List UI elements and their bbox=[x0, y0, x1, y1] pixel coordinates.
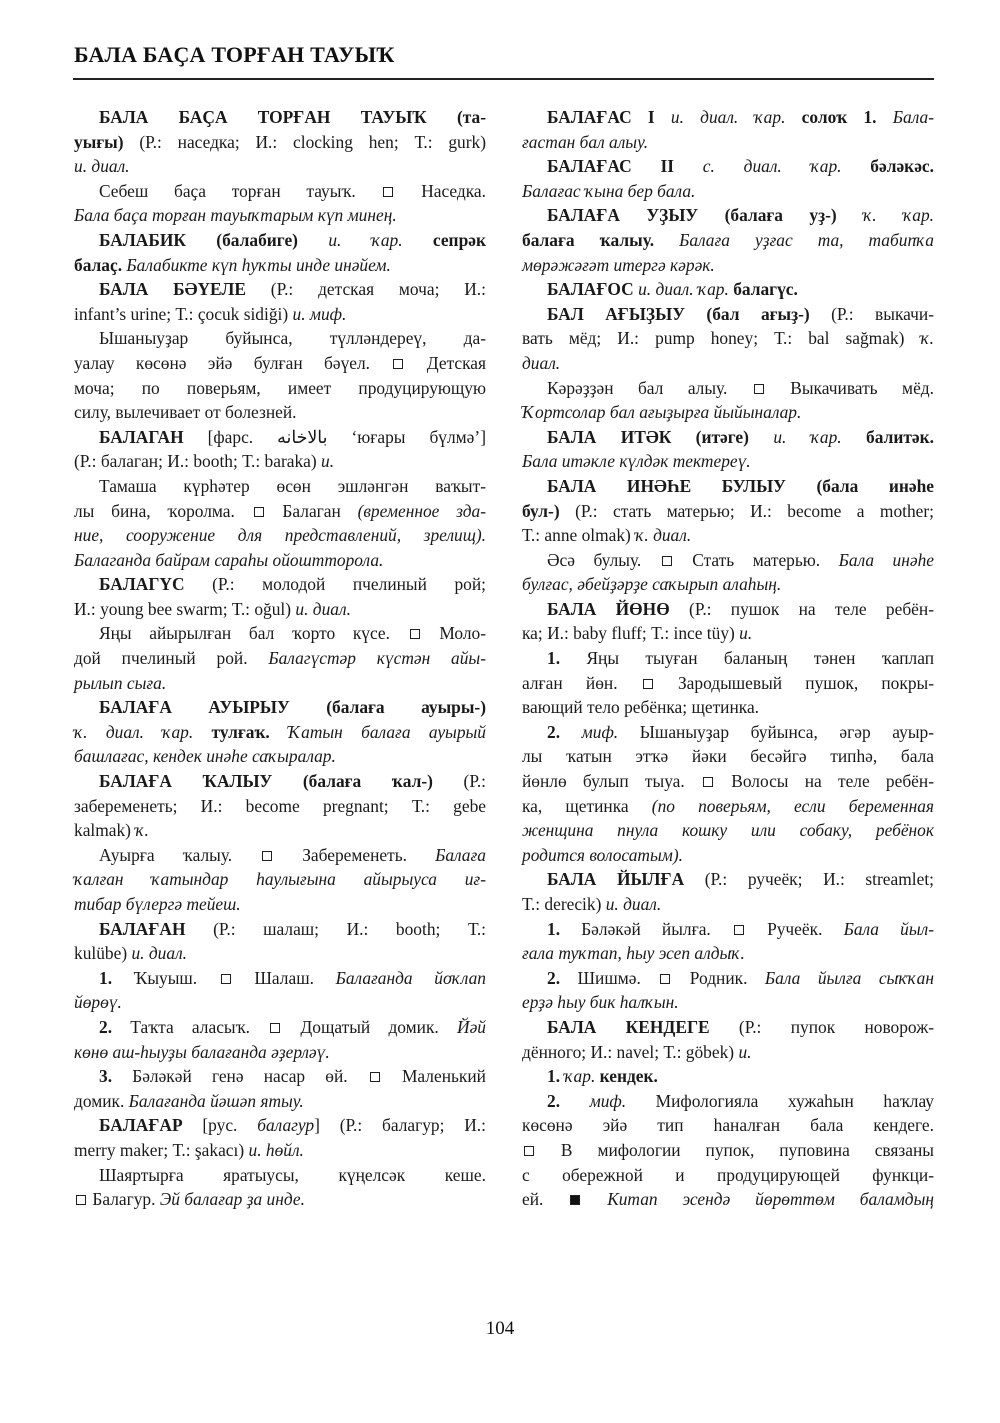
body-text: лы бина, ҡоролма. bbox=[74, 500, 252, 521]
italic-text: и. миф. bbox=[292, 303, 347, 324]
body-text: kulübe) bbox=[74, 943, 132, 964]
headword-text: БАЛА КЕНДЕГЕ bbox=[547, 1016, 739, 1037]
italic-text: рылып сыға. bbox=[74, 672, 167, 693]
body-text: Яңы тыуған баланың тәнен ҡаплап bbox=[586, 648, 934, 669]
text-line bbox=[522, 203, 934, 228]
text-line bbox=[522, 277, 934, 302]
text-line bbox=[74, 1040, 486, 1065]
body-text: (Р.: стать матерью; И.: become a mother; bbox=[575, 500, 935, 521]
body-text: Маленький bbox=[381, 1066, 486, 1087]
text-line bbox=[522, 769, 934, 794]
headword-text: кендек. bbox=[599, 1066, 658, 1087]
body-text: ка, щетинка bbox=[522, 795, 652, 816]
white-square-icon bbox=[524, 1146, 534, 1156]
text-line bbox=[74, 400, 486, 425]
text-line bbox=[522, 695, 934, 720]
text-line bbox=[74, 449, 486, 474]
headword-text: БАЛАҒА УҘЫУ (балаға уҙ-) bbox=[547, 205, 864, 226]
text-line bbox=[74, 277, 486, 302]
body-text: Выкачивать мёд. bbox=[765, 377, 934, 398]
text-line bbox=[522, 572, 934, 597]
body-text: Шалаш. bbox=[232, 967, 336, 988]
headword-text: 3. bbox=[99, 1066, 133, 1087]
body-text: домик. bbox=[74, 1090, 129, 1111]
body-text: Кәрәҙҙән бал алыу. bbox=[547, 377, 752, 398]
text-line bbox=[74, 892, 486, 917]
text-line bbox=[522, 474, 934, 499]
italic-text: ғала туҡтап, һыу эсеп алдыҡ. bbox=[522, 943, 745, 964]
italic-text: Бала- bbox=[892, 107, 935, 127]
text-line bbox=[522, 499, 934, 524]
italic-text: и. диал. bbox=[295, 598, 351, 619]
text-line bbox=[522, 1064, 934, 1089]
italic-text: и. bbox=[321, 451, 335, 472]
italic-text: Балағас ҡына бер бала. bbox=[522, 180, 696, 201]
headword-text: 1. bbox=[99, 967, 134, 988]
running-head: БАЛА БАҪА ТОРҒАН ТАУЫҠ bbox=[74, 42, 395, 67]
italic-text: Бала баҫа торған тауыҡтарым күп минең. bbox=[74, 205, 397, 226]
text-line bbox=[522, 425, 934, 450]
italic-text: башлағас, кендек инәһе саҡыралар. bbox=[74, 746, 336, 767]
headword-text: БАЛА БӘҮЕЛЕ bbox=[99, 279, 271, 300]
text-line bbox=[74, 499, 486, 524]
italic-text: и. bbox=[738, 1041, 752, 1062]
text-line bbox=[522, 597, 934, 622]
text-line bbox=[74, 621, 486, 646]
body-text: Себеш баҫа торған тауыҡ. bbox=[99, 180, 382, 201]
headword-text: БАЛАГҮС bbox=[99, 574, 213, 595]
body-text: (Р.: балаган; И.: booth; Т.: baraka) bbox=[74, 451, 322, 472]
text-line bbox=[74, 179, 486, 204]
body-text: с обережной и продуцирующей функци- bbox=[522, 1164, 934, 1185]
headword-text: БАЛАҒА АУЫРЫУ (балаға ауыры-) bbox=[99, 697, 486, 718]
body-text: Ҡыуыш. bbox=[133, 967, 219, 988]
headword-text: БАЛАҒАС I bbox=[547, 107, 671, 127]
headword-text: бәләкәс. bbox=[870, 156, 934, 177]
italic-text: Ҡатын балаға ауырый bbox=[288, 721, 486, 742]
body-text: kalmak) bbox=[74, 820, 136, 841]
text-line bbox=[74, 720, 486, 745]
italic-text: родится волосатым). bbox=[522, 844, 683, 865]
body-text: дённого; И.: navel; Т.: göbek) bbox=[522, 1041, 739, 1062]
italic-text: Китап эсендә йөрөттөм баламдың bbox=[607, 1189, 934, 1210]
text-line bbox=[74, 376, 486, 401]
headword-text: балагүс. bbox=[733, 279, 798, 300]
italic-text: и. диал. bbox=[605, 894, 662, 914]
body-text: Ручеёк. bbox=[745, 918, 844, 939]
text-line bbox=[74, 744, 486, 769]
body-text: алған йөн. bbox=[522, 672, 641, 693]
text-line bbox=[522, 990, 934, 1015]
body-text: Балагур. bbox=[88, 1189, 160, 1210]
text-line bbox=[74, 154, 486, 179]
italic-text: ҡар. bbox=[564, 1066, 600, 1087]
italic-text: Йәй bbox=[457, 1016, 486, 1037]
italic-text: и. диал. bbox=[74, 156, 130, 177]
body-text: Зародышевый пушок, покры- bbox=[654, 672, 934, 693]
text-line bbox=[522, 523, 934, 548]
body-text: Шишмә. bbox=[577, 967, 659, 988]
body-text: Детская bbox=[405, 352, 486, 373]
body-text: вающий тело ребёнка; щетинка. bbox=[522, 697, 760, 718]
headword-text: 2. bbox=[547, 721, 582, 742]
text-line bbox=[74, 548, 486, 573]
body-text: Шаяртырға яратыусы, күңелсәк кеше. bbox=[99, 1164, 486, 1185]
headword-text: уығы) bbox=[74, 131, 140, 152]
italic-text: женщина пнула кошку или собаку, ребёнок bbox=[522, 820, 934, 841]
body-text: [рус. bbox=[202, 1115, 258, 1136]
text-line bbox=[522, 621, 934, 646]
headword-text: БАЛ АҒЫҘЫУ (бал ағыҙ-) bbox=[547, 303, 832, 324]
headword-text: БАЛА ИНӘҺЕ БУЛЫУ (бала инәһе bbox=[547, 475, 934, 496]
italic-text: и. ҡар. bbox=[773, 426, 867, 447]
body-text: ] (Р.: балагур; И.: bbox=[314, 1115, 486, 1136]
text-line bbox=[522, 326, 934, 351]
text-line bbox=[522, 720, 934, 745]
headword-text: БАЛАҒОС bbox=[547, 279, 639, 300]
text-line bbox=[74, 203, 486, 228]
headword-text: БАЛАБИК (балабиге) bbox=[99, 229, 329, 250]
white-square-icon bbox=[383, 187, 393, 197]
italic-text: Балағанда йоҡлап bbox=[335, 967, 486, 988]
text-line bbox=[74, 671, 486, 696]
headword-text: БАЛАГАН bbox=[99, 426, 208, 447]
white-square-icon bbox=[270, 1023, 280, 1033]
text-line bbox=[522, 1015, 934, 1040]
italic-text: Бала йылға сыҡҡан bbox=[764, 967, 934, 988]
white-square-icon bbox=[660, 974, 670, 984]
left-column bbox=[74, 105, 486, 1212]
italic-text: (временное зда- bbox=[357, 500, 487, 521]
body-text: Таҡта аласыҡ. bbox=[130, 1016, 269, 1037]
white-square-icon bbox=[734, 925, 744, 935]
headword-text: 2. bbox=[547, 1090, 590, 1111]
text-line bbox=[522, 744, 934, 769]
body-text: И.: young bee swarm; Т.: oğul) bbox=[74, 598, 296, 619]
headword-text: балитәк. bbox=[866, 426, 934, 447]
text-line bbox=[522, 1138, 934, 1163]
text-line bbox=[74, 253, 486, 278]
italic-text: и. диал. ҡар. bbox=[670, 107, 802, 127]
headword-text: БАЛА ИТӘК (итәге) bbox=[547, 426, 774, 447]
italic-text: и. ҡар. bbox=[328, 229, 433, 250]
body-text: В мифологии пупок, пуповина связаны bbox=[536, 1139, 934, 1160]
text-line bbox=[74, 1163, 486, 1188]
text-line bbox=[522, 1163, 934, 1188]
text-line bbox=[74, 990, 486, 1015]
text-line bbox=[74, 425, 486, 450]
text-line bbox=[522, 376, 934, 401]
text-line bbox=[74, 695, 486, 720]
text-line bbox=[74, 130, 486, 155]
text-line bbox=[74, 843, 486, 868]
text-line bbox=[522, 1089, 934, 1114]
italic-text: Ҡортсолар бал ағыҙырға йыйыналар. bbox=[522, 402, 802, 423]
body-text: (Р.: пушок на теле ребён- bbox=[689, 598, 934, 619]
italic-text: и. диал. bbox=[131, 943, 187, 964]
text-line bbox=[74, 1138, 486, 1163]
white-square-icon bbox=[643, 679, 653, 689]
white-square-icon bbox=[754, 384, 764, 394]
headword-text: БАЛА БАҪА ТОРҒАН ТАУЫҠ (та- bbox=[99, 107, 486, 127]
text-line bbox=[522, 228, 934, 253]
text-line bbox=[522, 449, 934, 474]
italic-text: Балағанда йәшәп ятыу. bbox=[128, 1090, 304, 1111]
black-square-icon bbox=[570, 1195, 580, 1205]
text-line bbox=[74, 597, 486, 622]
text-line bbox=[74, 769, 486, 794]
header-rule bbox=[73, 78, 934, 80]
body-text: Родник. bbox=[672, 967, 765, 988]
text-line bbox=[74, 1015, 486, 1040]
headword-text: 1. bbox=[547, 1066, 565, 1087]
italic-text: балагур bbox=[257, 1115, 315, 1136]
body-text: Ауырға ҡалыу. bbox=[99, 844, 261, 865]
text-line bbox=[74, 572, 486, 597]
body-text: (Р.: пупок новорож- bbox=[738, 1016, 934, 1037]
body-text: infant’s urine; Т.: çocuk sidiği) bbox=[74, 303, 293, 324]
headword-text: 1. bbox=[547, 918, 582, 939]
body-text: Әсә булыу. bbox=[547, 549, 660, 570]
text-line bbox=[522, 794, 934, 819]
italic-text: Балабикте күп һуҡты инде инәйем. bbox=[126, 254, 391, 275]
white-square-icon bbox=[410, 629, 420, 639]
body-text bbox=[582, 1189, 607, 1209]
body-text: Ышаныуҙар буйынса, әгәр ауыр- bbox=[639, 721, 934, 742]
text-line bbox=[522, 302, 934, 327]
italic-text: и. һөйл. bbox=[248, 1139, 304, 1160]
body-text: ка; И.: baby fluff; Т.: ince tüy) bbox=[522, 623, 740, 644]
body-text: Дощатый домик. bbox=[282, 1016, 458, 1037]
italic-text: миф. bbox=[589, 1090, 656, 1111]
italic-text: Балаға bbox=[435, 844, 486, 865]
headword-text: БАЛАҒАС II bbox=[547, 156, 703, 177]
body-text: моча; по поверьям, имеет продуцирующую bbox=[74, 377, 486, 398]
text-line bbox=[74, 794, 486, 819]
text-line bbox=[74, 351, 486, 376]
body-text: (Р.: выкачи- bbox=[831, 303, 935, 324]
text-line bbox=[74, 1089, 486, 1114]
text-line bbox=[522, 646, 934, 671]
italic-text: мөрәжәғәт итергә кәрәк. bbox=[522, 254, 715, 275]
text-line bbox=[74, 1187, 486, 1212]
text-line bbox=[74, 523, 486, 548]
italic-text: йөрөү. bbox=[74, 992, 122, 1013]
body-text: (Р.: наседка; И.: clocking hen; Т.: gurk) bbox=[139, 131, 487, 152]
text-line bbox=[522, 253, 934, 278]
body-text: Яңы айырылған бал ҡорто күсе. bbox=[99, 623, 408, 644]
text-line bbox=[74, 917, 486, 942]
text-line bbox=[522, 1040, 934, 1065]
body-text: (Р.: молодой пчелиный рой; bbox=[212, 574, 487, 595]
text-line bbox=[522, 941, 934, 966]
italic-text: миф. bbox=[581, 721, 640, 742]
body-text: (Р.: bbox=[463, 771, 486, 792]
body-text: ей. bbox=[522, 1189, 569, 1210]
white-square-icon bbox=[662, 556, 672, 566]
body-text: Бәләкәй генә насар өй. bbox=[132, 1066, 368, 1087]
right-column bbox=[522, 105, 934, 1212]
italic-text: ерҙә һыу бик һалҡын. bbox=[522, 992, 679, 1013]
body-text: Ышаныуҙар буйынса, түлләндереү, да- bbox=[99, 328, 486, 349]
body-text: йөнлө булып тыуа. bbox=[522, 771, 701, 792]
body-text: Моло- bbox=[421, 623, 486, 644]
text-line bbox=[522, 1113, 934, 1138]
text-line bbox=[74, 941, 486, 966]
headword-text: 2. bbox=[99, 1016, 131, 1037]
text-line bbox=[522, 400, 934, 425]
italic-text: ҡ. ҡар. bbox=[863, 205, 934, 226]
italic-text: Балаганда байрам сараһы ойоштторола. bbox=[74, 549, 384, 570]
text-line bbox=[522, 105, 934, 130]
italic-text: ғастан бал алыу. bbox=[522, 131, 649, 152]
text-line bbox=[74, 1064, 486, 1089]
text-line bbox=[522, 351, 934, 376]
text-line bbox=[74, 646, 486, 671]
italic-text: ҡ. диал. bbox=[635, 525, 692, 546]
body-text: merry maker; Т.: şakacı) bbox=[74, 1139, 249, 1160]
text-line bbox=[74, 302, 486, 327]
text-line bbox=[522, 179, 934, 204]
text-line bbox=[522, 917, 934, 942]
body-text: дой пчелиный рой. bbox=[74, 648, 269, 669]
body-text: Волосы на теле ребён- bbox=[714, 771, 934, 792]
text-line bbox=[74, 326, 486, 351]
body-text: вать мёд; И.: pump honey; Т.: bal sağmak) bbox=[522, 328, 921, 349]
white-square-icon bbox=[254, 507, 264, 517]
headword-text: БАЛА ЙӨНӨ bbox=[547, 598, 690, 619]
text-line bbox=[522, 548, 934, 573]
body-text: силу, вылечивает от болезней. bbox=[74, 402, 297, 423]
text-line bbox=[522, 966, 934, 991]
body-text: көсөнә эйә тип һаналған бала кендеге. bbox=[522, 1115, 934, 1136]
text-line bbox=[522, 1187, 934, 1212]
body-text: Балаган bbox=[265, 500, 358, 521]
text-line bbox=[74, 966, 486, 991]
text-line bbox=[74, 1113, 486, 1138]
italic-text: ҡалған ҡатындар һаулығына айырыуса иғ- bbox=[74, 869, 486, 890]
body-text: Забеременеть. bbox=[274, 844, 436, 865]
headword-text: БАЛА ЙЫЛҒА bbox=[547, 869, 705, 890]
text-line bbox=[522, 671, 934, 696]
body-text: (Р.: ручеёк; И.: streamlet; bbox=[704, 869, 934, 890]
italic-text: ҡ. диал. ҡар. bbox=[74, 721, 212, 742]
body-text: лы ҡатын этҡә йәки бесәйгә типһә, бала bbox=[522, 746, 934, 767]
text-line bbox=[74, 818, 486, 843]
headword-text: бул-) bbox=[522, 500, 576, 521]
italic-text: Бала йыл- bbox=[843, 918, 934, 939]
italic-text: и. bbox=[739, 623, 753, 644]
text-line bbox=[74, 474, 486, 499]
italic-text: Эй балағар ҙа инде. bbox=[159, 1189, 305, 1210]
headword-text: 1. bbox=[547, 648, 587, 669]
white-square-icon bbox=[393, 359, 403, 369]
body-text: забеременеть; И.: become pregnant; Т.: gebe bbox=[74, 795, 486, 816]
text-line bbox=[522, 892, 934, 917]
italic-text: көнө аш-һыуҙы балағанда әҙерләү. bbox=[74, 1041, 330, 1062]
body-text: Т.: derecik) bbox=[522, 894, 606, 914]
white-square-icon bbox=[370, 1072, 380, 1082]
white-square-icon bbox=[703, 777, 713, 787]
headword-text: тулғаҡ. bbox=[211, 721, 289, 742]
headword-text: балаға ҡалыу. bbox=[522, 229, 680, 250]
headword-text: балаҫ. bbox=[74, 254, 127, 275]
italic-text: Балагүстәр күстән айы- bbox=[268, 648, 486, 669]
text-line bbox=[522, 130, 934, 155]
body-text: Тамаша күрһәтер өсөн эшләнгән ваҡыт- bbox=[99, 475, 486, 496]
white-square-icon bbox=[221, 974, 231, 984]
italic-text: ние, сооружение для представлений, зрелищ). bbox=[74, 525, 486, 546]
body-text: Мифологияла хужаһын һаҡлау bbox=[655, 1090, 934, 1111]
headword-text: БАЛАҒАН bbox=[99, 918, 214, 939]
italic-text: Бала инәһе bbox=[838, 549, 935, 570]
headword-text: 2. bbox=[547, 967, 578, 988]
headword-text: БАЛАҒА ҠАЛЫУ (балаға ҡал-) bbox=[99, 771, 464, 792]
text-line bbox=[522, 867, 934, 892]
text-line bbox=[74, 105, 486, 130]
italic-text: с. диал. ҡар. bbox=[702, 156, 871, 177]
italic-text: Балаға уҙғас та, табипҡа bbox=[679, 229, 935, 250]
text-line bbox=[522, 154, 934, 179]
page-number: 104 bbox=[485, 1318, 515, 1339]
headword-text: сепрәк bbox=[432, 229, 486, 250]
italic-text: тибар бүлергә тейеш. bbox=[74, 894, 241, 914]
white-square-icon bbox=[262, 851, 272, 861]
italic-text: Бала итәкле күлдәк тектереү. bbox=[522, 451, 751, 472]
body-text: Стать матерью. bbox=[673, 549, 839, 570]
body-text: уалау көсөнә эйә булған бәүел. bbox=[74, 352, 392, 373]
text-line bbox=[74, 228, 486, 253]
body-text: (Р.: шалаш; И.: booth; Т.: bbox=[213, 918, 486, 939]
headword-text: солоҡ 1. bbox=[801, 107, 893, 127]
italic-text: диал. bbox=[522, 352, 561, 373]
headword-text: БАЛАҒАР bbox=[99, 1115, 203, 1136]
body-text: Т.: anne olmak) bbox=[522, 525, 636, 546]
italic-text: ҡ. bbox=[135, 820, 149, 841]
white-square-icon bbox=[76, 1195, 86, 1205]
text-line bbox=[522, 818, 934, 843]
italic-text: (по поверьям, если беременная bbox=[651, 795, 934, 816]
body-text: Наседка. bbox=[395, 180, 486, 201]
body-text: Бәләкәй йылға. bbox=[581, 918, 732, 939]
text-line bbox=[74, 867, 486, 892]
italic-text: булғас, әбейҙәрҙе саҡырып алаһың. bbox=[522, 574, 782, 595]
body-text: [фарс. بالاخانه ‘юғары бүлмә’] bbox=[207, 426, 486, 447]
italic-text: и. диал. ҡар. bbox=[638, 279, 734, 300]
body-text: (Р.: детская моча; И.: bbox=[270, 279, 486, 300]
italic-text: ҡ. bbox=[920, 328, 934, 349]
text-line bbox=[522, 843, 934, 868]
